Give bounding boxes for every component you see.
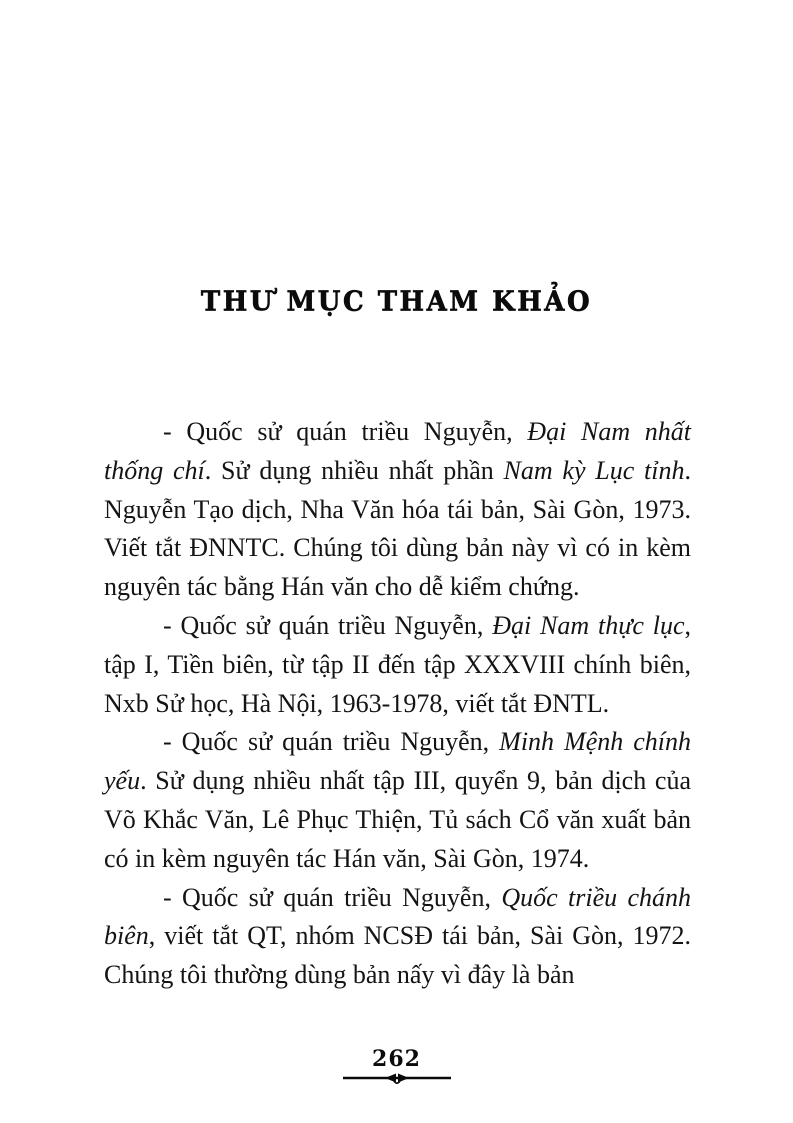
page-number: 262	[372, 1046, 421, 1072]
divider-ornament-icon	[0, 1073, 793, 1087]
page-footer	[0, 1046, 793, 1087]
work-title-italic: Quốc triều chánh biên	[104, 882, 692, 951]
bibliography-entry	[104, 413, 691, 607]
page-title: THƯ MỤC THAM KHẢO	[200, 286, 593, 318]
bibliography-entry	[104, 879, 691, 995]
entry-text: , viết tắt QT, nhóm NCSĐ tái bản, Sài Gòn, 1972. Chúng tôi thường dùng bản nấy vì đây là bản	[104, 921, 691, 990]
entry-text: , tập I, Tiền biên, từ tập II đến tập XXXVIII chính biên, Nxb Sử học, Hà Nội, 1963-1978, viết tắt ĐNTL.	[104, 610, 692, 718]
work-title-italic: Minh Mệnh chính yếu	[104, 727, 692, 796]
entry-text: - Quốc sử quán triều Nguyễn,	[163, 417, 528, 446]
bibliography-list	[104, 413, 691, 995]
work-title-italic: Đại Nam thực lục	[492, 610, 685, 640]
entry-text: . Sử dụng nhiều nhất tập III, quyển 9, bản dịch của Võ Khắc Văn, Lê Phục Thiện, Tủ sách Cổ văn xuất bản có in kèm nguyên tác Hán văn, Sài Gòn, 1974.	[104, 766, 691, 873]
entry-text: - Quốc sử quán triều Nguyễn,	[163, 610, 493, 640]
work-title-italic: Nam kỳ Lục tỉnh	[503, 455, 685, 485]
entry-text: - Quốc sử quán triều Nguyễn,	[163, 727, 500, 757]
work-title-italic: Đại Nam nhất thống chí	[104, 417, 692, 485]
entry-text: . Nguyễn Tạo dịch, Nha Văn hóa tái bản, Sài Gòn, 1973. Viết tắt ĐNNTC. Chúng tôi dùng bản này vì có in kèm nguyên tác bằng Hán văn cho dễ kiểm chứng.	[104, 455, 691, 602]
bibliography-entry	[104, 723, 691, 878]
bibliography-entry	[104, 607, 691, 723]
entry-text: . Sử dụng nhiều nhất phần	[204, 455, 504, 485]
entry-text: - Quốc sử quán triều Nguyễn,	[163, 882, 502, 912]
